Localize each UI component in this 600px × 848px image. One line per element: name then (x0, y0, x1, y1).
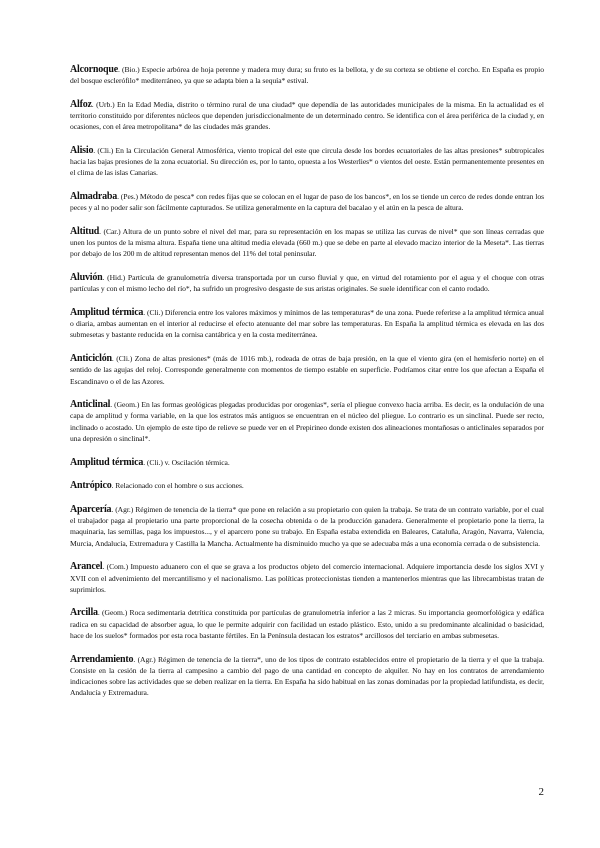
entry-definition: . (Bio.) Especie arbórea de hoja perenne y madera muy dura; su fruto es la bellota, y de su corteza se obtiene el corcho. En España es propio del bosque esclerófilo* mediterráneo, ya que se adapta bien a la sequía* estival. (70, 65, 544, 86)
glossary-entry (70, 226, 544, 260)
entry-definition: . (Geom.) Roca sedimentaria detrítica constituida por partículas de granulometría inferior a las 2 micras. Su importancia geomorfológica y edáfica radica en su capacidad de absorber agua, lo que le permite adquirir con facilidad un estado plástico. Esto, unido a su predominante alcalinidad o basicidad, hace de los suelos* formados por esta roca bastante fértiles. En la Península destacan los estratos* arcillosos del terciario en ambas submesetas. (70, 608, 544, 640)
glossary-entry (70, 504, 544, 549)
entry-definition: . (Agr.) Régimen de tenencia de la tierra*, uno de los tipos de contrato establecidos entre el propietario de la tierra y el que la trabaja. Consiste en la cesión de la tierra al campesino a cambio del pago de una cantidad en concepto de alquiler. No hay en los contratos de arrendamiento indicaciones sobre las actividades que se deben realizar en la tierra. En España ha sido habitual en las zonas dominadas por la propiedad latifundista, es decir, Andalucía y Extremadura. (70, 654, 544, 698)
entry-definition: . (Pes.) Método de pesca* con redes fijas que se colocan en el lugar de paso de los bancos*, en los se tiende un cerco de redes donde entran los peces y al no poder salir son fácilmente capturados. Se utiliza generalmente en la captura del bacalao y el atún en la pesca de altura. (70, 192, 544, 213)
glossary-entry (70, 654, 544, 699)
entry-definition: . (Cli.) v. Oscilación térmica. (143, 457, 230, 467)
entry-term: Anticlinal (70, 399, 111, 411)
entry-term: Alcornoque (70, 64, 119, 75)
glossary-entry (70, 64, 544, 86)
glossary-entry (70, 399, 544, 444)
entry-term: Arancel (70, 561, 103, 573)
entry-term: Altitud (70, 226, 100, 238)
glossary-entry (70, 353, 544, 387)
entry-definition: . (Cli.) En la Circulación General Atmosférica, viento tropical del este que circula desde los bordes ecuatoriales de las altas presiones* subtropicales hacia las bajas presiones de la zona ecuatorial. Su dirección es, por lo tanto, opuesta a los Westerlies* o vientos del oeste. Están permanentemente presentes en el clima de las islas Canarias. (70, 146, 544, 178)
entry-definition: . (Car.) Altura de un punto sobre el nivel del mar, para su representación en los mapas se utiliza las curvas de nivel* que son líneas cerradas que unen los puntos de la misma altura. España tiene una altitud media elevada (660 m.) que se debe en parte al elevado macizo interior de la Meseta*. Las tierras por debajo de los 200 m de altitud representan menos del 11% del total peninsular. (70, 227, 544, 259)
glossary-entry (70, 99, 544, 133)
entry-term: Amplitud térmica (70, 307, 144, 319)
entry-term: Aluvión (70, 272, 103, 284)
glossary-entry (70, 607, 544, 641)
entry-definition: . (Geom.) En las formas geológicas plegadas producidas por orogenias*, sería el pliegue convexo hacia arriba. Es decir, es la ondulación de una capa de amplitud y forma variable, en la que los estratos más antiguos se encuentran en el núcleo del pliegue. Lo contrario es un sinclinal. Puede ser recto, inclinado o acostado. Un ejemplo de este tipo de relieve se puede ver en el Prepirineo donde existen dos alineaciones montañosas o anticlinales separados por una depresión o sinclinal*. (70, 400, 544, 443)
entry-term: Amplitud térmica (70, 456, 144, 468)
glossary-entry (70, 307, 544, 341)
entry-term: Aparcería (70, 503, 112, 515)
entry-term: Alisio (70, 145, 94, 157)
entry-definition: . (Urb.) En la Edad Media, distrito o término rural de una ciudad* que dependía de las autoridades municipales de la misma. En la actualidad es el territorio constituido por diferentes núcleos que dependen jurisdiccionalmente de un determinado centro. Se identifica con el área periférica de la ciudad y, en ocasiones, con el área metropolitana* de las ciudades más grandes. (70, 99, 544, 132)
entry-definition: . Relacionado con el hombre o sus acciones. (111, 481, 244, 491)
entry-definition: . (Agr.) Régimen de tenencia de la tierra* que pone en relación a su propietario con quien la trabaja. Se trata de un contrato variable, por el cual el trabajador paga al propietario una parte proporcional de la cosecha obtenida o de la producción ganadera. Generalmente el propietario pone la tierra, la maquinaria, las semillas, paga los impuestos..., y el aparcero pone su trabajo. En España estaba extendida en Baleares, Cataluña, Aragón, Navarra, Valencia, Murcia, Andalucía, Extremadura y Castilla la Mancha. Actualmente ha disminuido mucho ya que se adecuaba más a una economía cerrada o de subsistencia. (70, 504, 544, 548)
glossary-entry (70, 145, 544, 179)
entry-term: Anticiclón (70, 353, 112, 365)
glossary-entries (70, 64, 544, 711)
entry-term: Arrendamiento (70, 653, 134, 665)
entry-definition: . (Com.) Impuesto aduanero con el que se grava a los productos objeto del comercio internacional. Adquiere importancia desde los siglos XVI y XVII con el advenimiento del mercantilismo y el nacionalismo. Las políticas proteccionistas tienden a mantenerlos mientras que las librecambistas tratan de suprimirlos. (70, 562, 544, 594)
entry-definition: . (Cli.) Diferencia entre los valores máximos y mínimos de las temperaturas* de una zona. Puede referirse a la amplitud térmica anual o diaria, ambas aumentan en el interior al reducirse el efecto atenuante del mar sobre las temperaturas. En España la amplitud térmica es elevada en las dos submesetas y bastante reducida en la cornisa cantábrica y en la costa mediterránea. (70, 308, 544, 340)
entry-definition: . (Hid.) Partícula de granulometría diversa transportada por un curso fluvial y que, en virtud del rotamiento por el agua y el choque con otras partículas y con el mismo lecho del río*, ha sufrido un progresivo desgaste de sus aristas originales. Se suele identificar con el canto rodado. (70, 273, 544, 294)
glossary-entry (70, 272, 544, 294)
entry-definition: . (Cli.) Zona de altas presiones* (más de 1016 mb.), rodeada de otras de baja presión, en la que el viento gira (en el hemisferio norte) en el sentido de las agujas del reloj. Corresponde generalmente con momentos de tiempo estable en superficie. Podríamos citar entre los que afectan a España el Escandinavo o el de las Azores. (70, 354, 544, 386)
page-number: 2 (538, 786, 544, 798)
entry-term: Arcilla (70, 607, 98, 619)
glossary-entry (70, 480, 544, 491)
glossary-entry (70, 457, 544, 468)
entry-term: Almadraba (70, 191, 118, 203)
glossary-entry (70, 191, 544, 213)
glossary-entry (70, 561, 544, 595)
entry-term: Alfoz (70, 98, 92, 110)
entry-term: Antrópico (70, 480, 112, 492)
